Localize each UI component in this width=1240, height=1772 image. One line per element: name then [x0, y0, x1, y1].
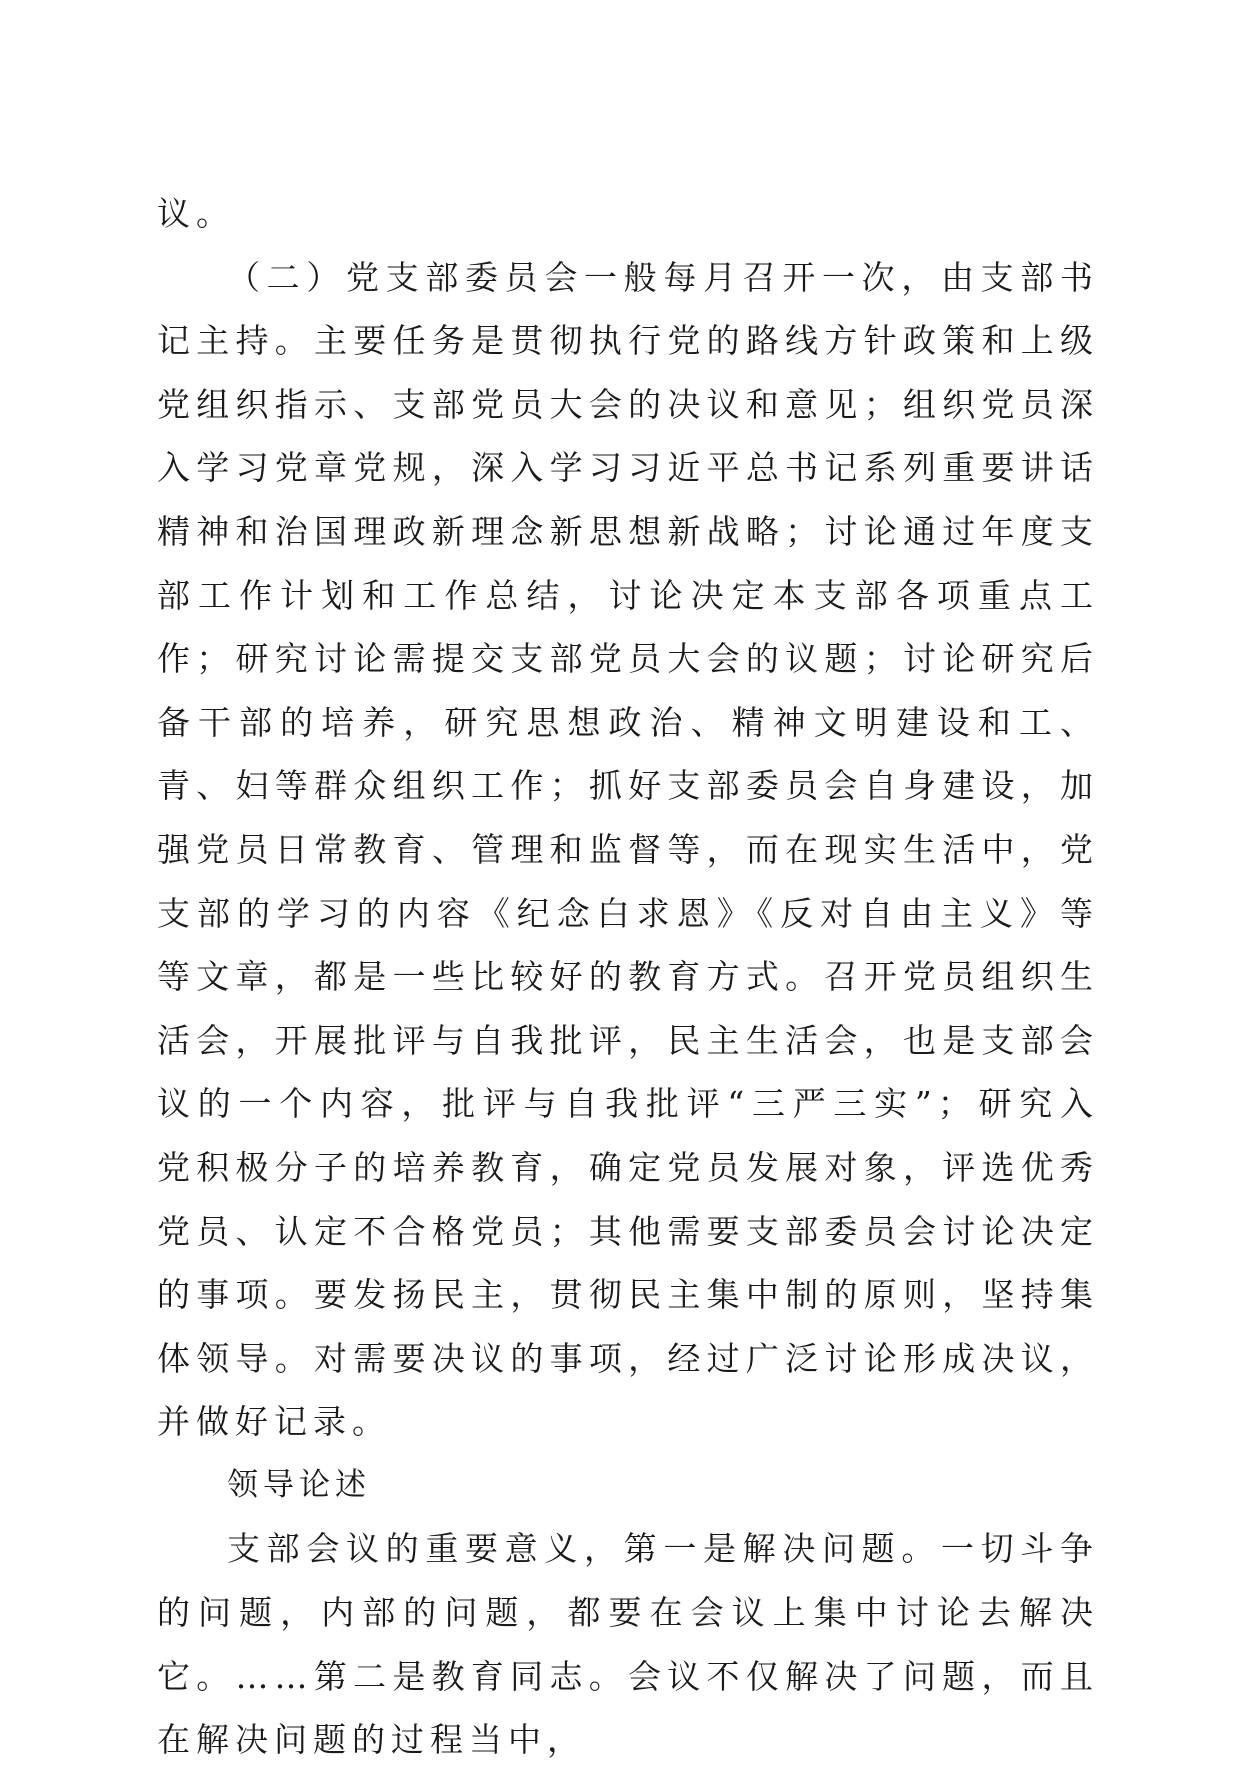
- paragraph-meeting-significance: 支部会议的重要意义，第一是解决问题。一切斗争的问题，内部的问题，都要在会议上集中讨论去解决它。……第二是教育同志。会议不仅解决了问题，而且在解决问题的过程当中，: [157, 1529, 1099, 1760]
- continuation-line: 议。: [157, 194, 235, 233]
- paragraph-party-branch-committee: （二）党支部委员会一般每月召开一次，由支部书记主持。主要任务是贯彻执行党的路线方针政策和上级党组织指示、支部党员大会的决议和意见；组织党员深入学习党章党规，深入学习习近平总书记系列重要讲话精神和治国理政新理念新思想新战略；讨论通过年度支部工作计划和工作总结，讨论决定本支部各项重点工作；研究讨论需提交支部党员大会的议题；讨论研究后备干部的培养，研究思想政治、精神文明建设和工、青、妇等群众组织工作；抓好支部委员会自身建设，加强党员日常教育、管理和监督等，而在现实生活中，党支部的学习的内容《纪念白求恩》《反对自由主义》等等文章，都是一些比较好的教育方式。召开党员组织生活会，开展批评与自我批评，民主生活会，也是支部会议的一个内容，批评与自我批评“三严三实”；研究入党积极分子的培养教育，确定党员发展对象，评选优秀党员、认定不合格党员；其他需要支部委员会讨论决定的事项。要发扬民主，贯彻民主集中制的原则，坚持集体领导。对需要决议的事项，经过广泛讨论形成决议，并做好记录。: [157, 257, 1099, 1442]
- document-body: [157, 182, 1099, 1772]
- section-heading: 领导论述: [227, 1466, 371, 1503]
